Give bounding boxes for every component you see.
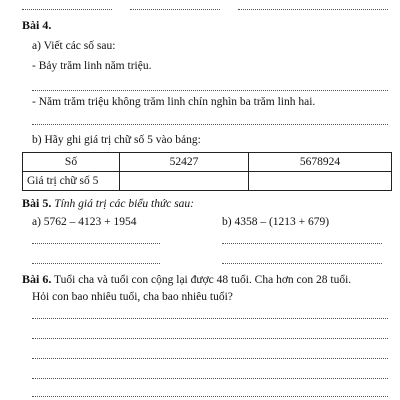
table-answer-cell[interactable]	[249, 172, 392, 191]
answer-line	[22, 9, 112, 10]
answer-line[interactable]	[32, 338, 388, 339]
answer-line[interactable]	[32, 90, 388, 91]
exercise-4-title: Bài 4.	[22, 18, 52, 32]
answer-line[interactable]	[222, 263, 382, 264]
expression-a: a) 5762 – 4123 + 1954	[32, 216, 137, 228]
exercise-5-heading	[22, 196, 194, 211]
table-header-cell: Số	[23, 153, 120, 172]
exercise-6-title: Bài 6.	[22, 272, 52, 286]
answer-line	[238, 9, 388, 10]
answer-line	[130, 9, 220, 10]
exercise-6-line-1: Tuổi cha và tuổi con cộng lại được 48 tuổi. Cha hơn con 28 tuổi.	[54, 274, 352, 286]
table-row-label: Giá trị chữ số 5	[23, 172, 120, 191]
answer-line[interactable]	[32, 124, 388, 125]
table-header-cell: 52427	[120, 153, 249, 172]
table-header-cell: 5678924	[249, 153, 392, 172]
digit-value-table	[22, 152, 392, 191]
exercise-4a-item-1: - Bảy trăm linh năm triệu.	[32, 60, 152, 72]
answer-line[interactable]	[32, 396, 388, 397]
expression-b: b) 4358 – (1213 + 679)	[222, 216, 330, 228]
table-row	[23, 172, 392, 191]
exercise-4a-item-2: - Năm trăm triệu không trăm linh chín nghìn ba trăm linh hai.	[32, 96, 316, 108]
exercise-5-instruction: Tính giá trị các biểu thức sau:	[54, 198, 195, 210]
answer-line[interactable]	[32, 263, 160, 264]
answer-line[interactable]	[32, 378, 388, 379]
exercise-6-line-2: Hỏi con bao nhiêu tuổi, cha bao nhiêu tuổi?	[32, 291, 233, 303]
table-header-row	[23, 153, 392, 172]
exercise-6-heading	[22, 272, 351, 287]
exercise-4b-prompt: b) Hãy ghi giá trị chữ số 5 vào bảng:	[32, 134, 201, 146]
answer-line[interactable]	[222, 243, 382, 244]
answer-line[interactable]	[32, 358, 388, 359]
exercise-4a-prompt: a) Viết các số sau:	[32, 40, 116, 52]
exercise-5-title: Bài 5.	[22, 196, 52, 210]
answer-line[interactable]	[32, 318, 388, 319]
table-answer-cell[interactable]	[120, 172, 249, 191]
answer-line[interactable]	[32, 243, 160, 244]
